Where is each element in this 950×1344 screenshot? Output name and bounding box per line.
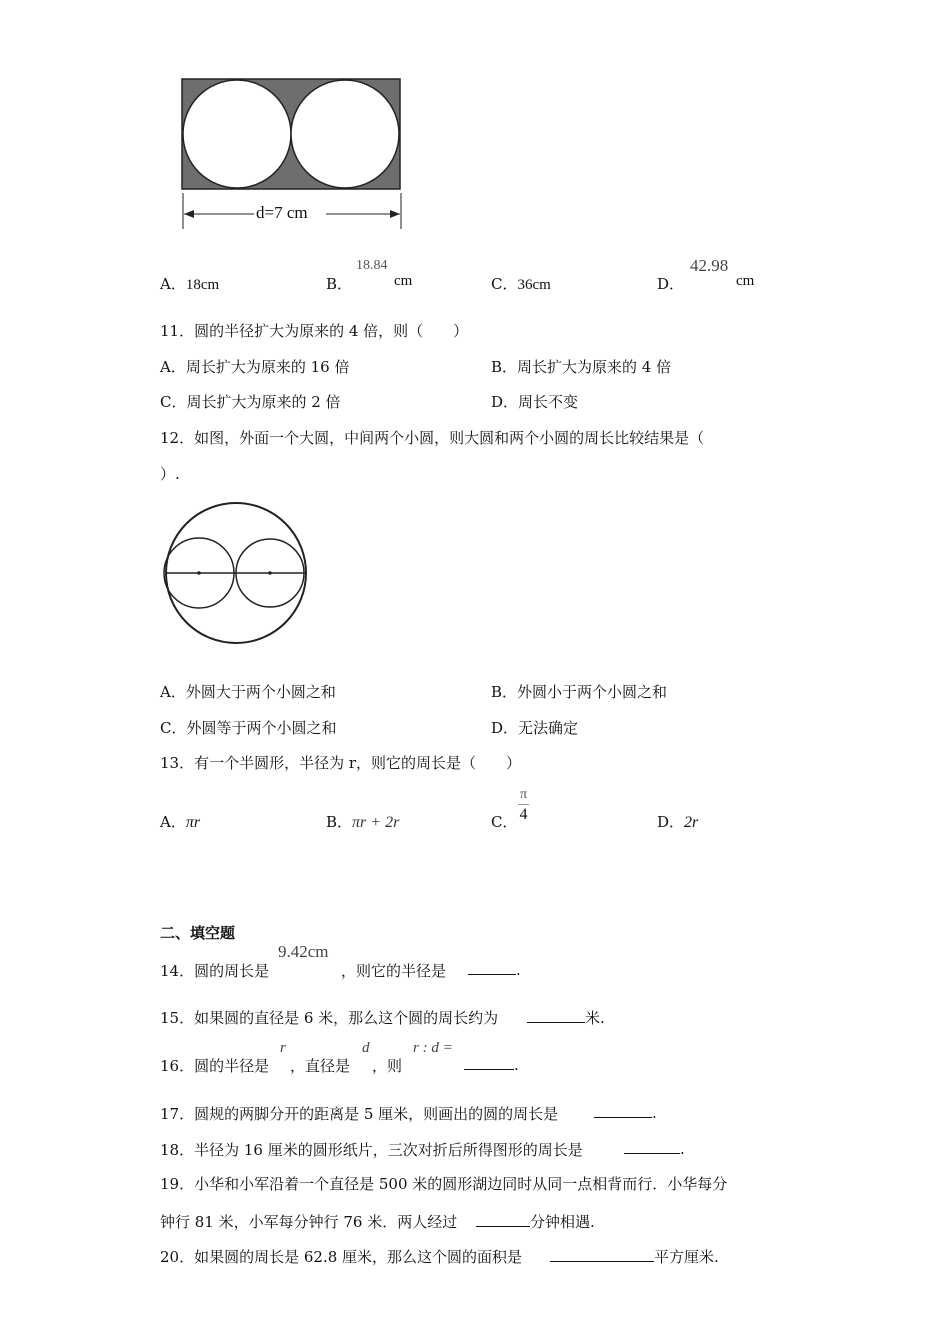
q13-option-c-letter[interactable]: C．	[491, 813, 518, 831]
q10-option-a[interactable]: A．18cm	[160, 275, 220, 293]
q17-text: 17．圆规的两脚分开的距离是 5 厘米，则画出的圆的周长是	[160, 1105, 559, 1123]
q12-option-a[interactable]: A．外圆大于两个小圆之和	[160, 683, 336, 701]
q11-option-b[interactable]: B．周长扩大为原来的 4 倍	[491, 358, 672, 376]
q12-stem-line2: ）.	[160, 465, 180, 483]
q14-value: 9.42cm	[278, 942, 329, 961]
q18-text: 18．半径为 16 厘米的圆形纸片，三次对折后所得图形的周长是	[160, 1141, 583, 1159]
q16-r: r	[280, 1040, 286, 1056]
q10-option-b-value: 18.84	[356, 258, 388, 273]
q14-answer[interactable]: .	[468, 960, 521, 979]
q14-suffix: ，则它的半径是	[341, 962, 447, 980]
q10-option-c[interactable]: C．36cm	[491, 275, 551, 293]
q18-blank[interactable]	[624, 1139, 680, 1154]
q13-option-a[interactable]: A．πr	[160, 813, 201, 831]
q17-answer[interactable]: .	[594, 1103, 657, 1122]
center-dot-left	[197, 571, 201, 575]
q15-text: 15．如果圆的直径是 6 米，那么这个圆的周长约为	[160, 1009, 499, 1027]
q20-answer[interactable]: 平方厘米.	[550, 1246, 719, 1267]
q13-option-d[interactable]: D．2r	[657, 813, 699, 831]
q10-option-b-unit: cm	[394, 273, 413, 289]
q10-option-d-unit: cm	[736, 273, 755, 289]
section-title: 二、填空题	[160, 924, 236, 942]
q19-line1: 19．小华和小军沿着一个直径是 500 米的圆形湖边同时从同一点相背而行．小华每分	[160, 1175, 728, 1193]
q19-line2: 钟行 81 米，小军每分钟行 76 米．两人经过	[160, 1213, 458, 1231]
q16-d: d	[362, 1040, 370, 1056]
q20-text: 20．如果圆的周长是 62.8 厘米，那么这个圆的面积是	[160, 1248, 523, 1266]
q19-answer[interactable]: 分钟相遇.	[476, 1211, 595, 1232]
q12-option-c[interactable]: C．外圆等于两个小圆之和	[160, 719, 337, 737]
q16-answer[interactable]: .	[464, 1055, 519, 1074]
q14-blank[interactable]	[468, 960, 516, 975]
arrow-left-icon	[184, 210, 194, 218]
q19-blank[interactable]	[476, 1212, 530, 1227]
q16-then: ，则	[372, 1057, 403, 1075]
q13-option-b[interactable]: B．πr + 2r	[326, 813, 400, 831]
q12-option-d[interactable]: D．无法确定	[491, 719, 579, 737]
q11-option-a[interactable]: A．周长扩大为原来的 16 倍	[160, 358, 350, 376]
q16-blank[interactable]	[464, 1055, 514, 1070]
q14-prefix: 14．圆的周长是	[160, 962, 270, 980]
q17-blank[interactable]	[594, 1103, 652, 1118]
q10-option-d-letter[interactable]: D．	[657, 275, 685, 293]
q12-stem-line1: 12．如图，外面一个大圆，中间两个小圆，则大圆和两个小圆的周长比较结果是（	[160, 429, 705, 447]
q15-answer[interactable]: 米.	[527, 1007, 605, 1028]
q12-option-b[interactable]: B．外圆小于两个小圆之和	[491, 683, 668, 701]
q11-option-c[interactable]: C．周长扩大为原来的 2 倍	[160, 393, 341, 411]
q13-stem: 13．有一个半圆形，半径为 r，则它的周长是（ ）	[160, 754, 522, 772]
arrow-right-icon	[390, 210, 400, 218]
q16-mid: ，直径是	[290, 1057, 351, 1075]
q10-option-d-value: 42.98	[690, 256, 729, 275]
dimension-label: d=7 cm	[256, 203, 308, 222]
right-circle	[291, 80, 399, 188]
q16-ratio: r : d =	[413, 1040, 453, 1056]
q16-prefix: 16．圆的半径是	[160, 1057, 270, 1075]
q13-option-c-fraction: $\frac{\pi}{4}$	[519, 787, 528, 823]
nested-circles-figure	[160, 500, 312, 652]
q11-option-d[interactable]: D．周长不变	[491, 393, 579, 411]
center-dot-right	[268, 571, 272, 575]
q15-blank[interactable]	[527, 1008, 585, 1023]
q10-option-b-letter[interactable]: B．	[326, 275, 353, 293]
q20-blank[interactable]	[550, 1247, 654, 1262]
left-circle	[183, 80, 291, 188]
q11-stem: 11．圆的半径扩大为原来的 4 倍，则（ ）	[160, 322, 469, 340]
q18-answer[interactable]: .	[624, 1139, 685, 1158]
